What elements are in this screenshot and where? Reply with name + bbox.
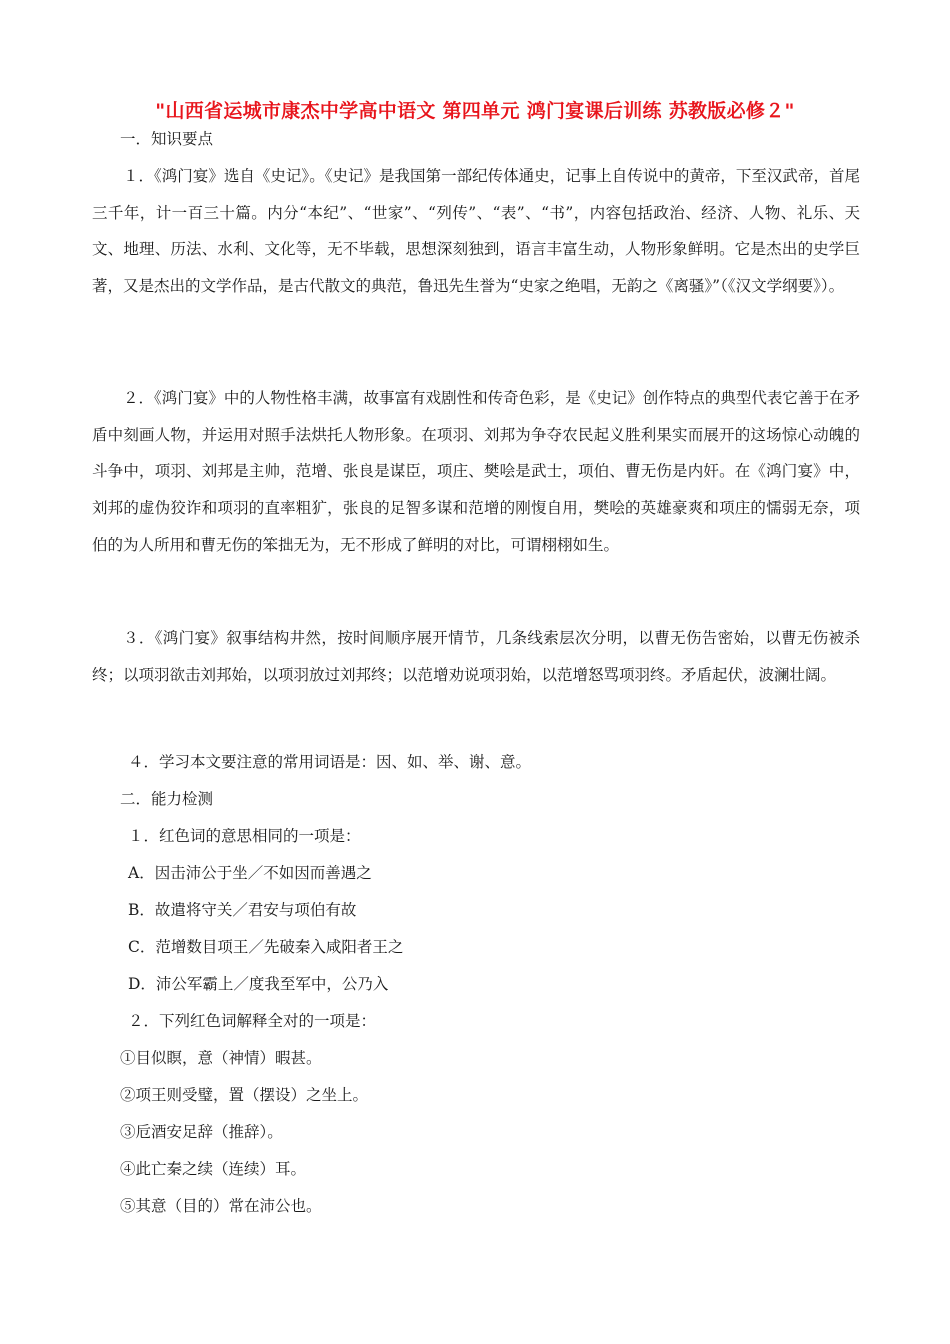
knowledge-point-3: ３．《鸿门宴》叙事结构井然，按时间顺序展开情节，几条线索层次分明，以曹无伤告密始，以曹无伤被杀终；以项羽欲击刘邦始，以项羽放过刘邦终；以范增劝说项羽始，以范增怒骂项羽终。矛盾起伏，波澜壮阔。 <box>92 629 860 684</box>
document-title: "山西省运城市康杰中学高中语文 第四单元 鸿门宴课后训练 苏教版必修２" <box>155 100 795 122</box>
question-1-option-c: C．范增数目项王／先破秦入咸阳者王之 <box>128 938 404 956</box>
question-1-option-a: A．因击沛公于坐／不如因而善遇之 <box>128 864 372 882</box>
knowledge-point-4: ４．学习本文要注意的常用词语是：因、如、举、谢、意。 <box>128 753 532 771</box>
knowledge-point-1: １．《鸿门宴》选自《史记》。《史记》是我国第一部纪传体通史，记事上自传说中的黄帝，下至汉武帝，首尾三千年，计一百三十篇。内分“本纪”、“世家”、“列传”、“表”、“书”，内容包括政治、经济、人物、礼乐、天文、地理、历法、水利、文化等，无不毕载，思想深刻独到，语言丰富生动，人物形象鲜明。它是杰出的史学巨著，又是杰出的文学作品，是古代散文的典范，鲁迅先生誉为“史家之绝唱，无韵之《离骚》”（《汉文学纲要》）。 <box>92 167 860 296</box>
question-2-item-1: ①目似瞑，意（神情）暇甚。 <box>120 1049 322 1067</box>
question-1-option-d: D．沛公军霸上／度我至军中，公乃入 <box>128 975 389 993</box>
question-2-item-3: ③卮酒安足辞（推辞）。 <box>120 1123 283 1141</box>
section1-heading: 一．知识要点 <box>120 130 214 148</box>
section2-heading: 二．能力检测 <box>120 790 214 808</box>
question-2-item-4: ④此亡秦之续（连续）耳。 <box>120 1160 307 1178</box>
question-2-stem: ２．下列红色词解释全对的一项是： <box>128 1012 377 1030</box>
question-2-item-2: ②项王则受璧，置（摆设）之坐上。 <box>120 1086 369 1104</box>
question-1-stem: １．红色词的意思相同的一项是： <box>128 827 361 845</box>
question-2-item-5: ⑤其意（目的）常在沛公也。 <box>120 1197 322 1215</box>
question-1-option-b: B．故遣将守关／君安与项伯有故 <box>128 901 357 919</box>
knowledge-point-2: ２．《鸿门宴》中的人物性格丰满，故事富有戏剧性和传奇色彩，是《史记》创作特点的典型代表它善于在矛盾中刻画人物，并运用对照手法烘托人物形象。在项羽、刘邦为争夺农民起义胜利果实而展开的这场惊心动魄的斗争中，项羽、刘邦是主帅，范增、张良是谋臣，项庄、樊哙是武士，项伯、曹无伤是内奸。在《鸿门宴》中，刘邦的虚伪狡诈和项羽的直率粗犷，张良的足智多谋和范增的刚愎自用，樊哙的英雄豪爽和项庄的懦弱无奈，项伯的为人所用和曹无伤的笨拙无为，无不形成了鲜明的对比，可谓栩栩如生。 <box>92 389 860 554</box>
